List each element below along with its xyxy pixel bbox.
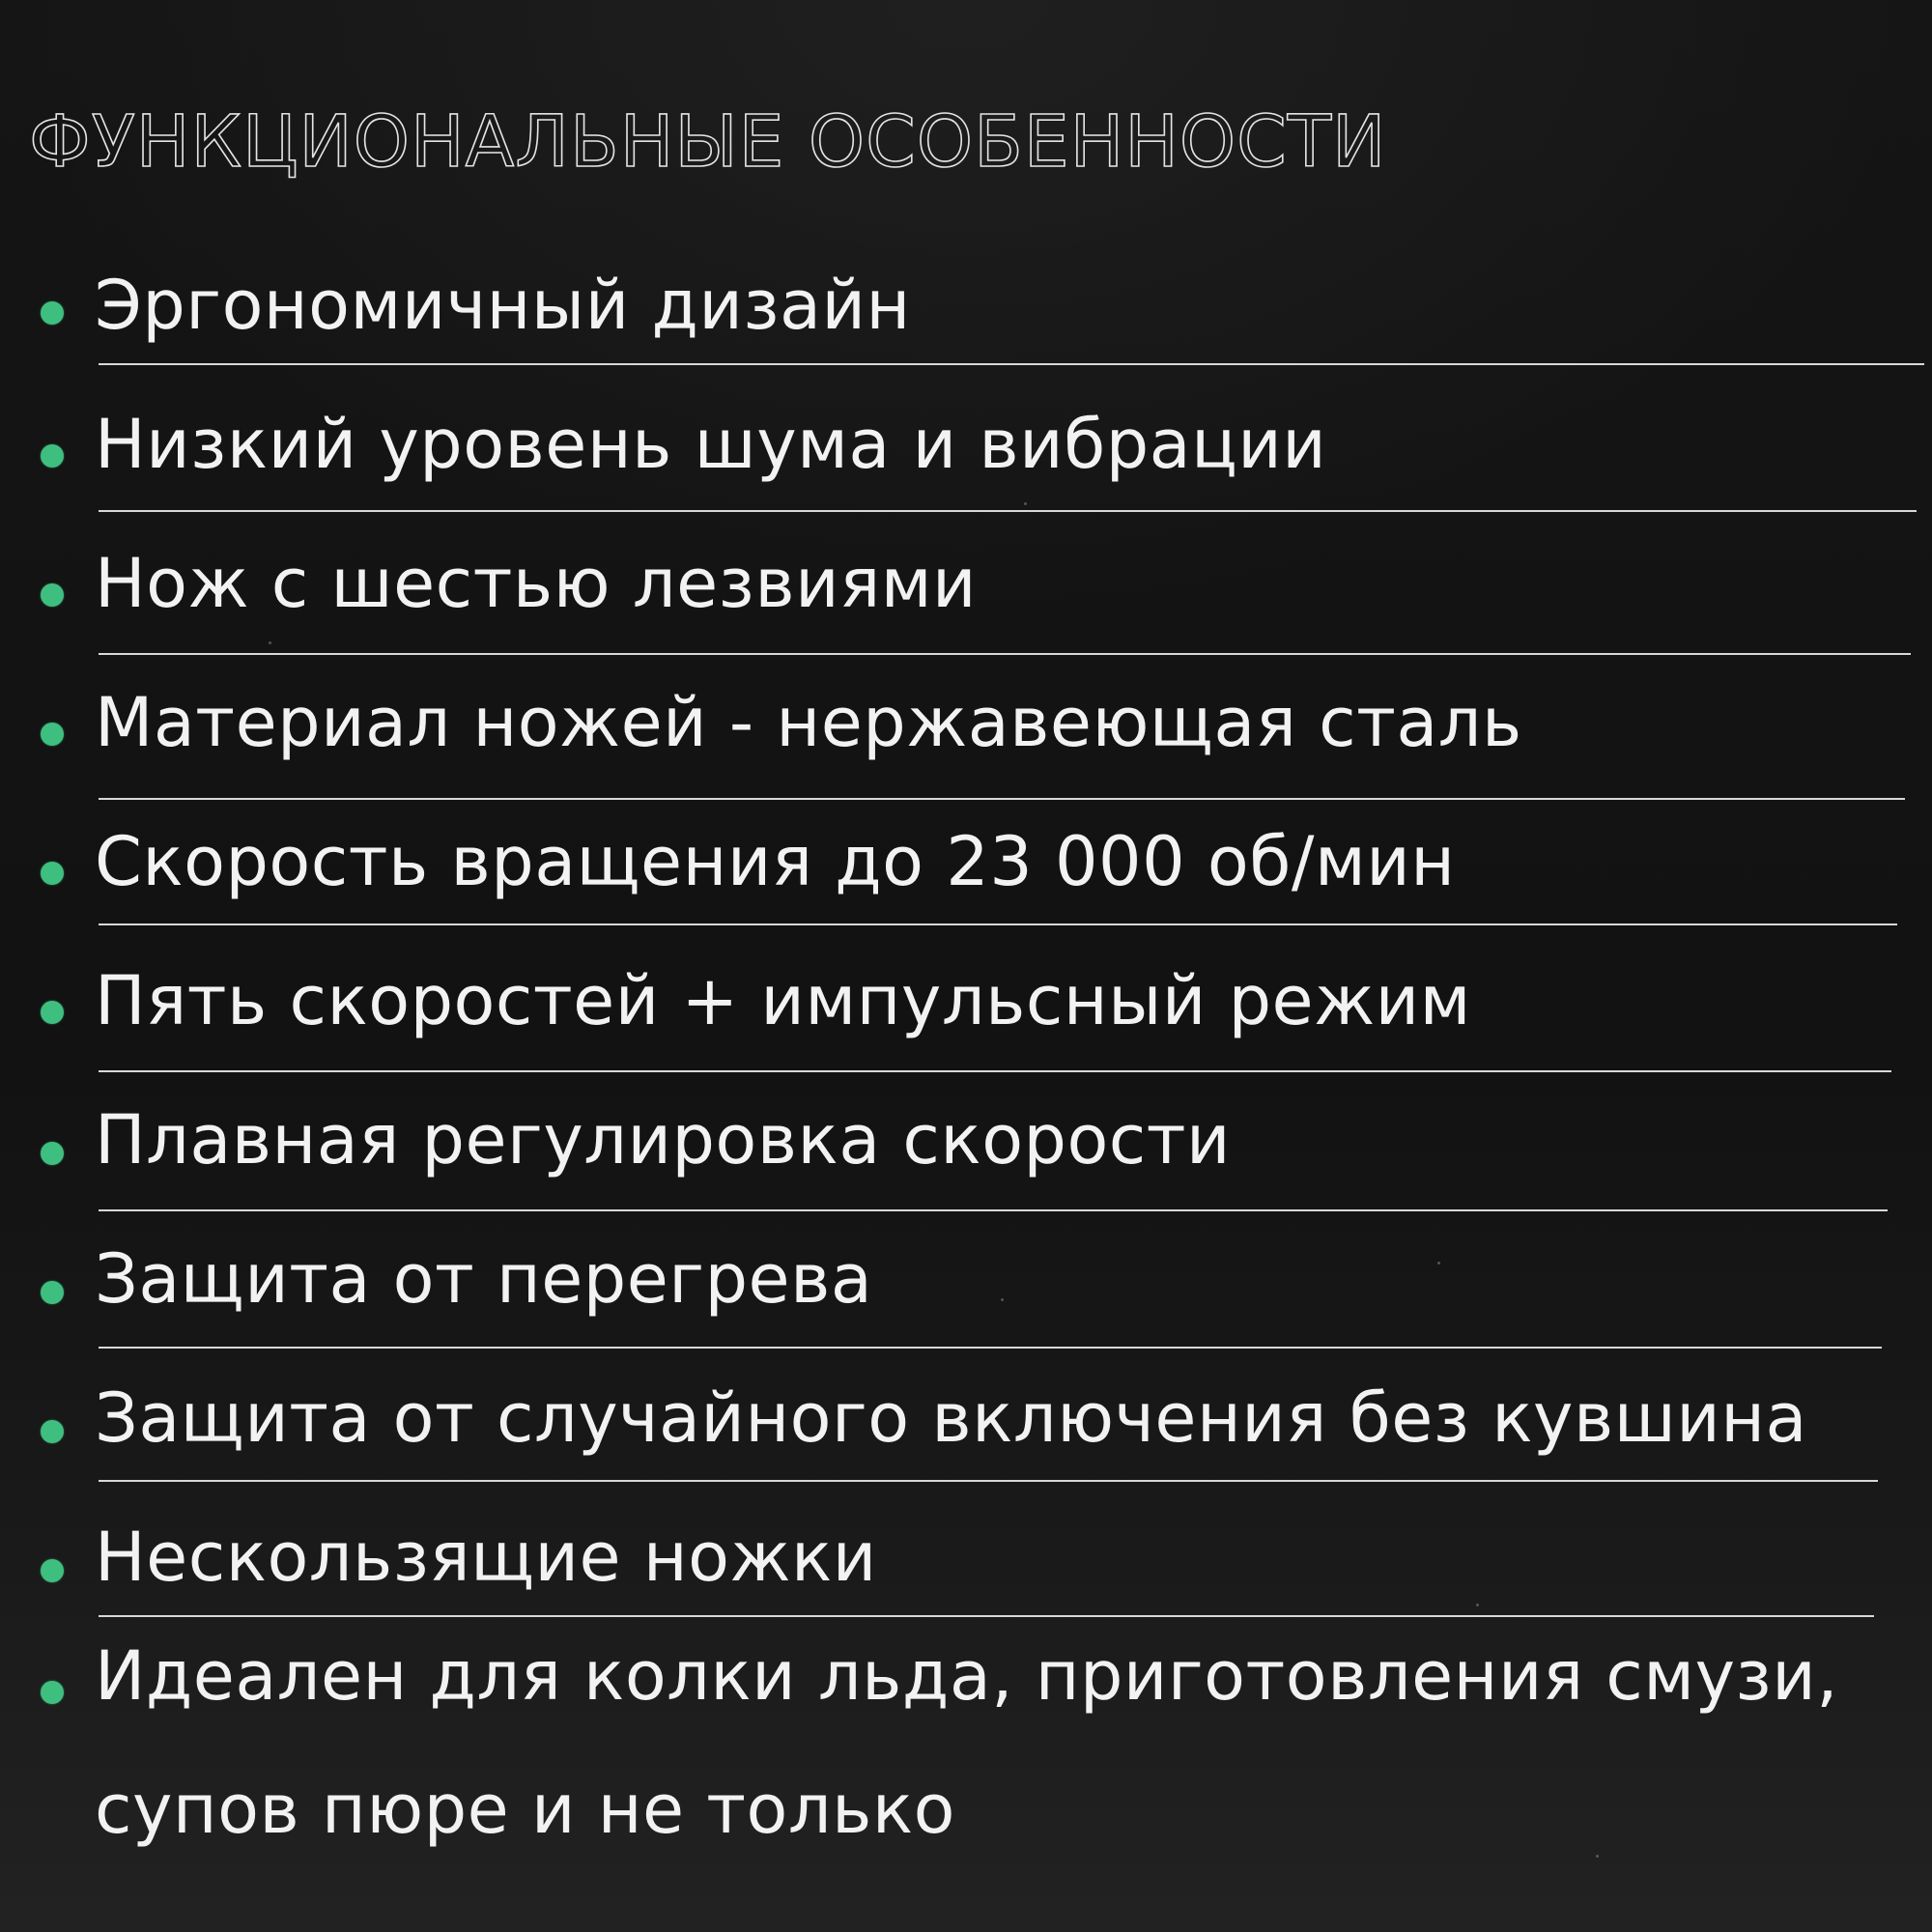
- divider: [99, 510, 1917, 512]
- speck: [1437, 1262, 1440, 1264]
- bullet-icon: [41, 862, 64, 885]
- divider: [99, 923, 1897, 925]
- divider: [99, 798, 1905, 800]
- divider: [99, 363, 1924, 365]
- bullet-icon: [41, 1142, 64, 1165]
- feature-text: Материал ножей - нержавеющая сталь: [95, 683, 1522, 762]
- bullet-icon: [41, 1681, 64, 1704]
- feature-text: Защита от случайного включения без кувшина: [95, 1378, 1807, 1458]
- divider: [99, 1480, 1878, 1482]
- speck: [269, 641, 271, 644]
- feature-text: Нож с шестью лезвиями: [95, 544, 978, 623]
- feature-text: Нескользящие ножки: [95, 1518, 877, 1597]
- divider: [99, 1209, 1888, 1211]
- feature-text: Скорость вращения до 23 000 об/мин: [95, 822, 1456, 901]
- feature-text: Защита от перегрева: [95, 1239, 873, 1319]
- speck: [1596, 1855, 1599, 1858]
- bullet-icon: [41, 1559, 64, 1582]
- feature-text: Эргономичный дизайн: [95, 266, 911, 345]
- bullet-icon: [41, 1001, 64, 1024]
- speck: [1001, 1298, 1004, 1301]
- feature-text: Плавная регулировка скорости: [95, 1100, 1232, 1179]
- divider: [99, 1347, 1882, 1349]
- bullet-icon: [41, 444, 64, 468]
- divider: [99, 653, 1911, 655]
- speck: [1476, 1604, 1479, 1606]
- bullet-icon: [41, 583, 64, 607]
- section-heading: ФУНКЦИОНАЛЬНЫЕ ОСОБЕННОСТИ: [29, 100, 1387, 184]
- bullet-icon: [41, 1281, 64, 1304]
- bullet-icon: [41, 1420, 64, 1443]
- bullet-icon: [41, 301, 64, 325]
- feature-text: Низкий уровень шума и вибрации: [95, 405, 1327, 484]
- divider: [99, 1070, 1891, 1072]
- speck: [1024, 502, 1027, 505]
- feature-text: Идеален для колки льда, приготовления смузи, супов пюре и не только: [95, 1636, 1838, 1849]
- feature-text: Пять скоростей + импульсный режим: [95, 961, 1471, 1040]
- bullet-icon: [41, 723, 64, 746]
